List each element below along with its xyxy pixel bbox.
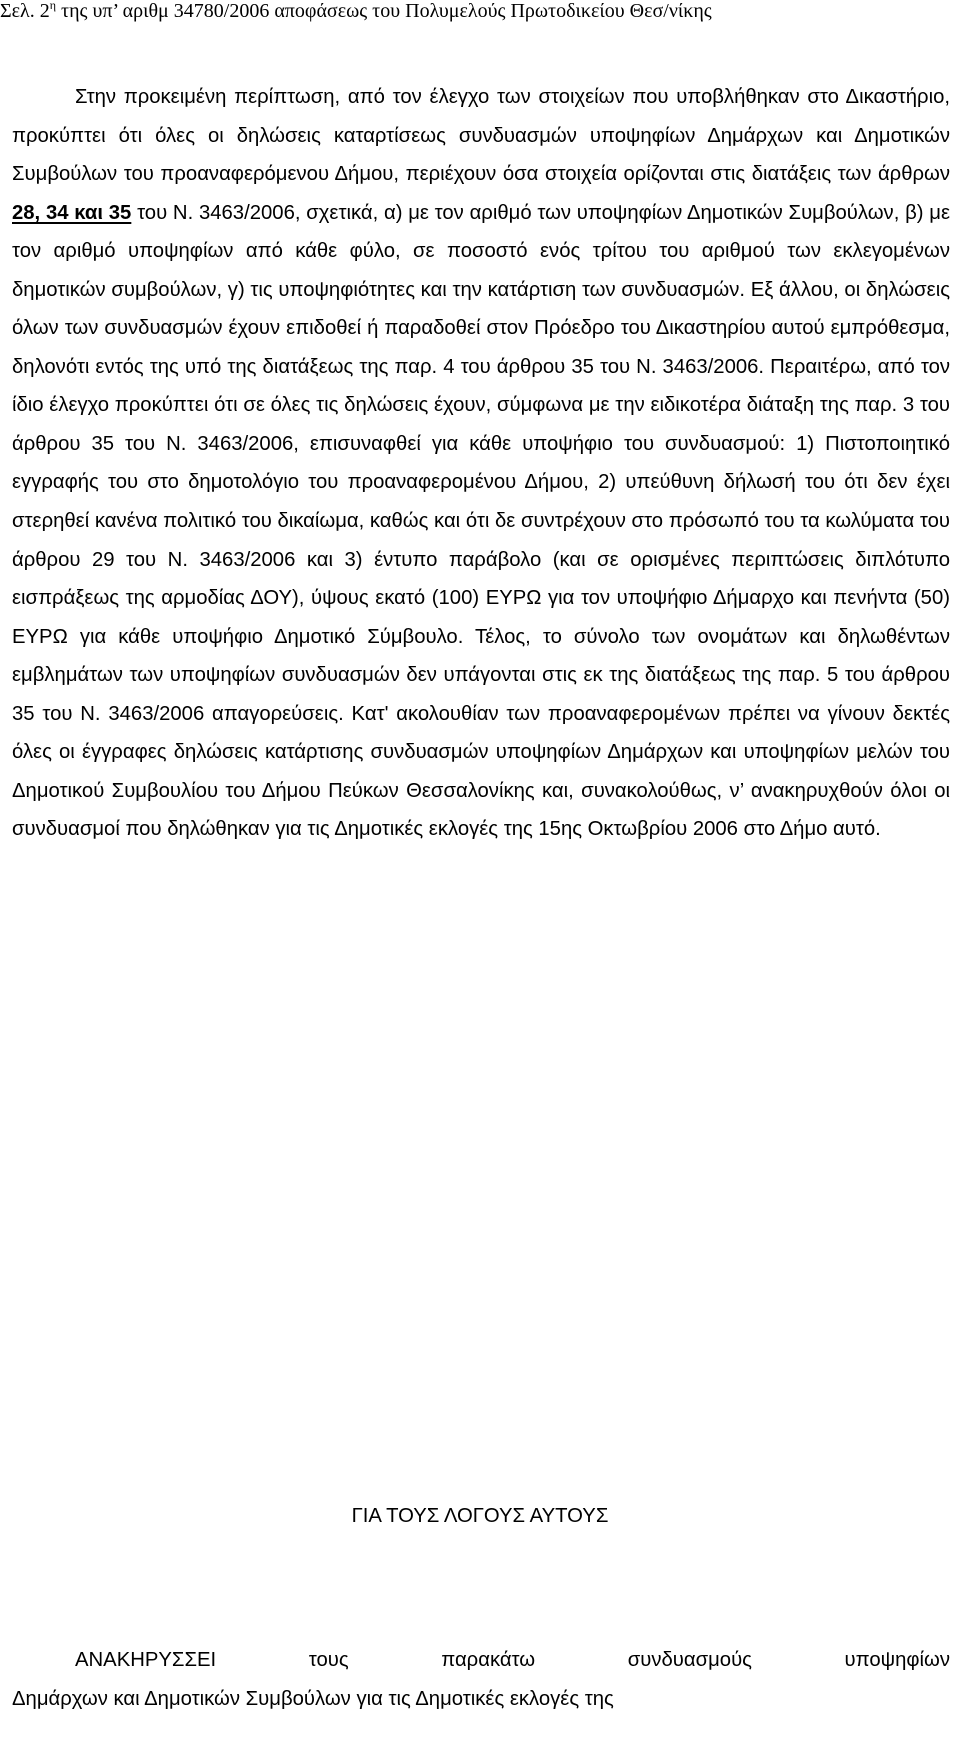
proclamation-paragraph bbox=[12, 1641, 950, 1718]
paragraph-part-2: του Ν. 3463/2006, σχετικά, α) με τον αριθμό των υποψηφίων Δημοτικών Συμβούλων, β) με τον αριθμό υποψηφίων από κάθε φύλο, σε ποσοστό ενός τρίτου του αριθμού των εκλεγομένων δημοτικών συμβούλων, γ) τις υποψηφιότητες και την κατάρτιση των συνδυασμών. Εξ άλλου, οι δηλώσεις όλων των συνδυασμών έχουν επιδοθεί ή παραδοθεί στον Πρόεδρο του Δικαστηρίου αυτού εμπρόθεσμα, δηλονότι εντός της υπό της διατάξεως της παρ. 4 του άρθρου 35 του Ν. 3463/2006. Περαιτέρω, από τον ίδιο έλεγχο προκύπτει ότι σε όλες τις δηλώσεις έχουν, σύμφωνα με την ειδικοτέρα διάταξη της παρ. 3 του άρθρου 35 του Ν. 3463/2006, επισυναφθεί για κάθε υποψήφιο του συνδυασμού: 1) Πιστοποιητικό εγγραφής του στο δημοτολόγιο του προαναφερομένου Δήμου, 2) υπεύθυνη δήλωσή του ότι δεν έχει στερηθεί κανένα πολιτικό του δικαίωμα, καθώς και ότι δε συντρέχουν στο πρόσωπό του τα κωλύματα του άρθρου 29 του Ν. 3463/2006 και 3) έντυπο παράβολο (και σε ορισμένες περιπτώσεις διπλότυπο εισπράξεως της αρμοδίας ΔΟΥ), ύψους εκατό (100) ΕΥΡΩ για τον υποψήφιο Δήμαρχο και πενήντα (50) ΕΥΡΩ για κάθε υποψήφιο Δημοτικό Σύμβουλο. Τέλος, το σύνολο των ονομάτων και δηλωθέντων εμβλημάτων των υποψηφίων συνδυασμών δεν υπάγονται στις εκ της διατάξεως της παρ. 5 του άρθρου 35 του Ν. 3463/2006 απαγορεύσεις. Κατ' ακολουθίαν των προαναφερομένων πρέπει να γίνουν δεκτές όλες οι έγγραφες δηλώσεις κατάρτισης συνδυασμών υποψηφίων Δημάρχων και υποψηφίων μελών του Δημοτικού Συμβουλίου του Δήμου Πεύκων Θεσσαλονίκης και, συνακολούθως, ν’ ανακηρυχθούν όλοι οι συνδυασμοί που δηλώθηκαν για τις Δημοτικές εκλογές της 15ης Οκτωβρίου 2006 στο Δήμο αυτό. bbox=[12, 201, 950, 841]
paragraph-articles-reference: 28, 34 και 35 bbox=[12, 201, 132, 224]
header-decision-reference: της υπ’ αριθμ 34780/2006 αποφάσεως του Πολυμελούς Πρωτοδικείου Θεσ/νίκης bbox=[56, 0, 712, 22]
page-header bbox=[0, 0, 960, 32]
proclamation-line-2: Δημάρχων και Δημοτικών Συμβούλων για τις Δημοτικές εκλογές της bbox=[12, 1687, 614, 1710]
proclamation-line-1: ΑΝΑΚΗΡΥΣΣΕΙ τους παρακάτω συνδυασμούς υποψηφίων bbox=[75, 1649, 950, 1671]
header-page-superscript: η bbox=[49, 0, 57, 12]
paragraph-part-1: Στην προκειμένη περίπτωση, από τον έλεγχο των στοιχείων που υποβλήθηκαν στο Δικαστήριο, προκύπτει ότι όλες οι δηλώσεις καταρτίσεως συνδυασμών υποψηφίων Δημάρχων και Δημοτικών Συμβούλων του προαναφερόμενου Δήμου, περιέχουν όσα στοιχεία ορίζονται στις διατάξεις των άρθρων bbox=[12, 86, 950, 186]
section-heading: ΓΙΑ ΤΟΥΣ ΛΟΓΟΥΣ ΑΥΤΟΥΣ bbox=[351, 1505, 609, 1527]
main-paragraph bbox=[12, 78, 950, 849]
header-page-prefix: Σελ. 2 bbox=[0, 0, 50, 22]
